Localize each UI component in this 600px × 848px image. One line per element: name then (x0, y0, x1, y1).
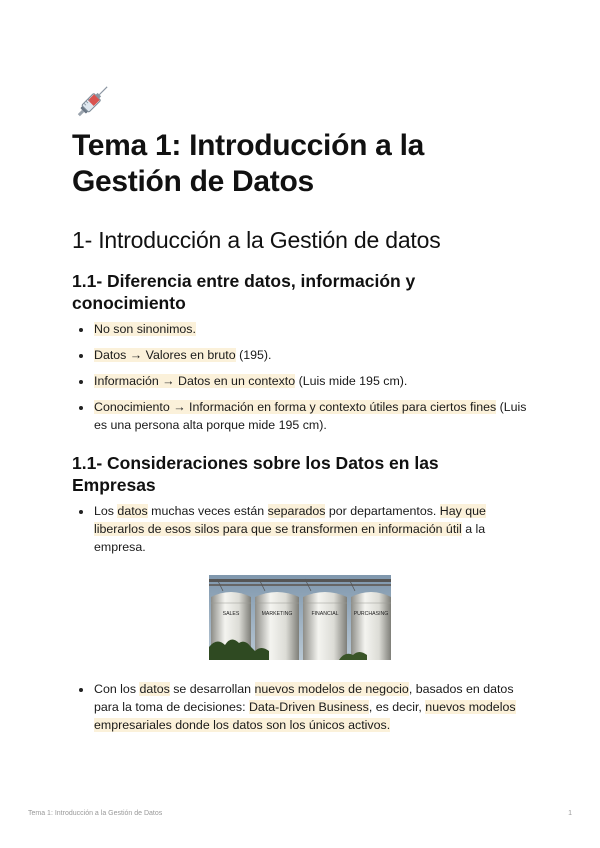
section-heading: 1- Introducción a la Gestión de datos (72, 227, 441, 253)
silo-label-financial: FINANCIAL (311, 611, 339, 617)
bullet-list-1 (72, 320, 528, 434)
list-item: No son sinonimos. (72, 320, 528, 338)
silo-label-purchasing: PURCHASING (353, 611, 389, 617)
syringe-icon (72, 80, 114, 122)
page-title: Tema 1: Introducción a la Gestión de Datos (72, 129, 425, 198)
footer-title: Tema 1: Introducción a la Gestión de Datos (28, 810, 163, 817)
list-item: Datos → Valores en bruto (195). (72, 346, 528, 364)
subsection-heading-1: 1.1- Diferencia entre datos, información y conocimiento (72, 271, 416, 313)
bullet-list-2 (72, 502, 528, 556)
page-number: 1 (568, 810, 572, 817)
subsection-heading-2: 1.1- Consideraciones sobre los Datos en las Empresas (72, 453, 439, 495)
list-item: Conocimiento → Información en forma y contexto útiles para ciertos fines (Luis es una persona alta porque mide 195 cm). (72, 398, 528, 434)
silo-label-sales: SALES (222, 611, 240, 617)
bullet-list-3 (72, 680, 528, 734)
silo-label-marketing: MARKETING (261, 611, 293, 617)
list-item: Los datos muchas veces están separados por departamentos. Hay que liberarlos de esos silos para que se transformen en información útil a la empresa. (72, 502, 528, 556)
silos-image (209, 575, 391, 660)
list-item: Información → Datos en un contexto (Luis mide 195 cm). (72, 372, 528, 390)
list-item: Con los datos se desarrollan nuevos modelos de negocio, basados en datos para la toma de decisiones: Data-Driven Business, es decir, nuevos modelos empresariales donde los datos son los únicos activos. (72, 680, 528, 734)
